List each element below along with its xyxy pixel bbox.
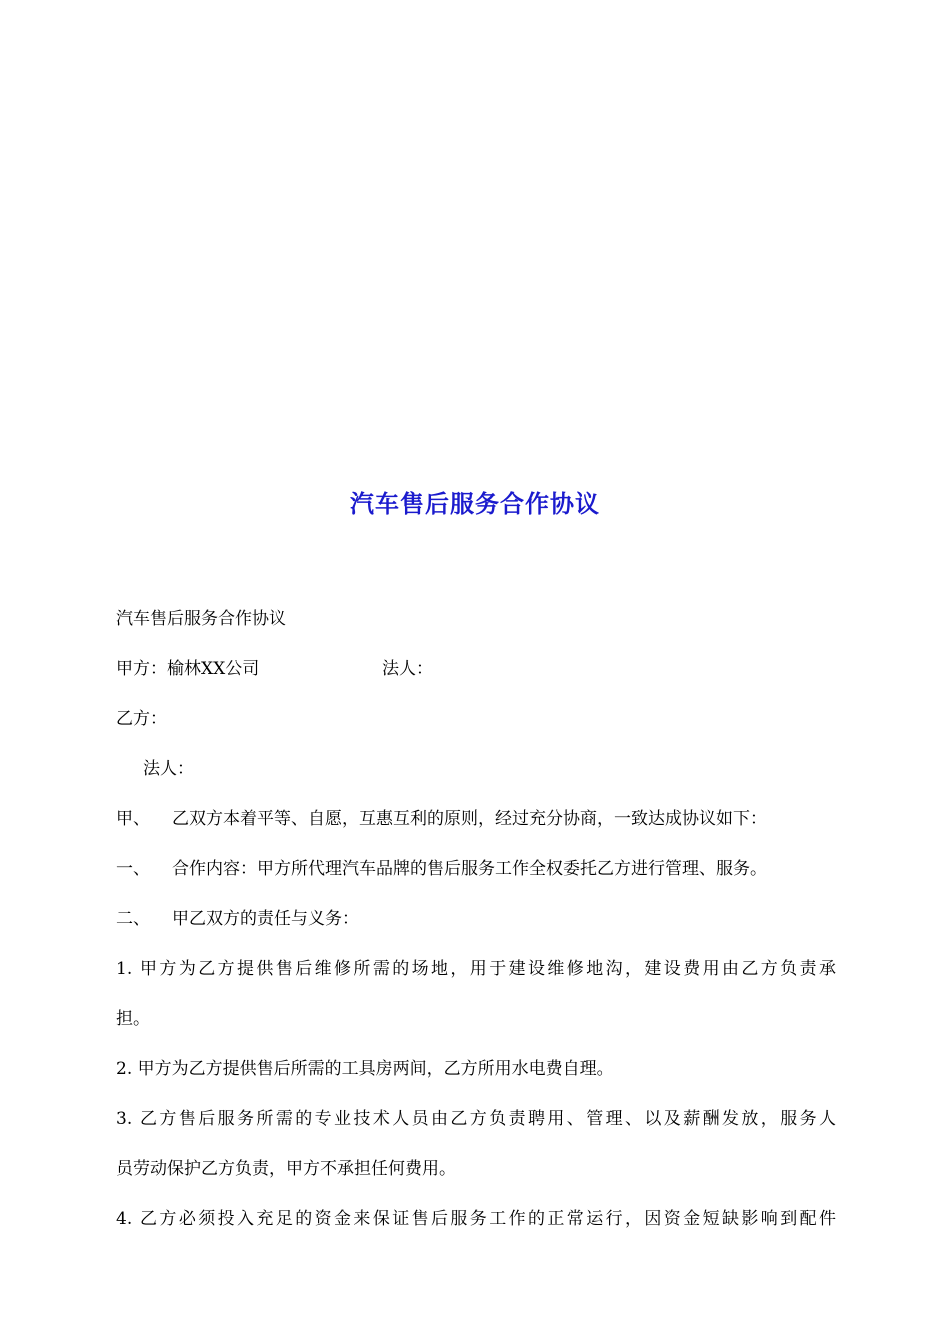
item-4-text-line-1: 4. 乙方必须投入充足的资金来保证售后服务工作的正常运行，因资金短缺影响到配件 — [116, 1209, 836, 1229]
section-1-paragraph — [116, 857, 836, 881]
preamble-marker: 甲、 — [116, 809, 150, 829]
item-4-line-1 — [116, 1207, 836, 1231]
party-a-line — [116, 657, 836, 681]
section-1-marker: 一、 — [116, 859, 150, 879]
preamble-paragraph — [116, 807, 836, 831]
section-1-text: 合作内容：甲方所代理汽车品牌的售后服务工作全权委托乙方进行管理、服务。 — [172, 859, 767, 879]
item-1-line-1 — [116, 957, 836, 981]
item-3-line-1 — [116, 1107, 836, 1131]
party-b-legal-label: 法人： — [143, 759, 194, 779]
section-2-text: 甲乙双方的责任与义务： — [172, 909, 359, 929]
section-2-heading — [116, 907, 836, 931]
item-3-text-line-1: 3. 乙方售后服务所需的专业技术人员由乙方负责聘用、管理、以及薪酬发放，服务人 — [116, 1109, 836, 1129]
party-a-label: 甲方：榆林XX公司 — [116, 659, 260, 679]
party-b-label: 乙方： — [116, 709, 167, 729]
document-subtitle: 汽车售后服务合作协议 — [116, 609, 286, 629]
preamble-text: 乙双方本着平等、自愿，互惠互利的原则，经过充分协商，一致达成协议如下： — [172, 809, 767, 829]
section-2-marker: 二、 — [116, 909, 150, 929]
item-1-text-line-1: 1. 甲方为乙方提供售后维修所需的场地，用于建设维修地沟，建设费用由乙方负责承 — [116, 959, 836, 979]
document-title: 汽车售后服务合作协议 — [350, 489, 600, 518]
item-1-text-line-2: 担。 — [116, 1009, 150, 1029]
party-a-legal-label: 法人： — [382, 659, 433, 679]
item-2-text-line-1: 2. 甲方为乙方提供售后所需的工具房两间，乙方所用水电费自理。 — [116, 1059, 614, 1079]
item-3-text-line-2: 员劳动保护乙方负责，甲方不承担任何费用。 — [116, 1159, 456, 1179]
